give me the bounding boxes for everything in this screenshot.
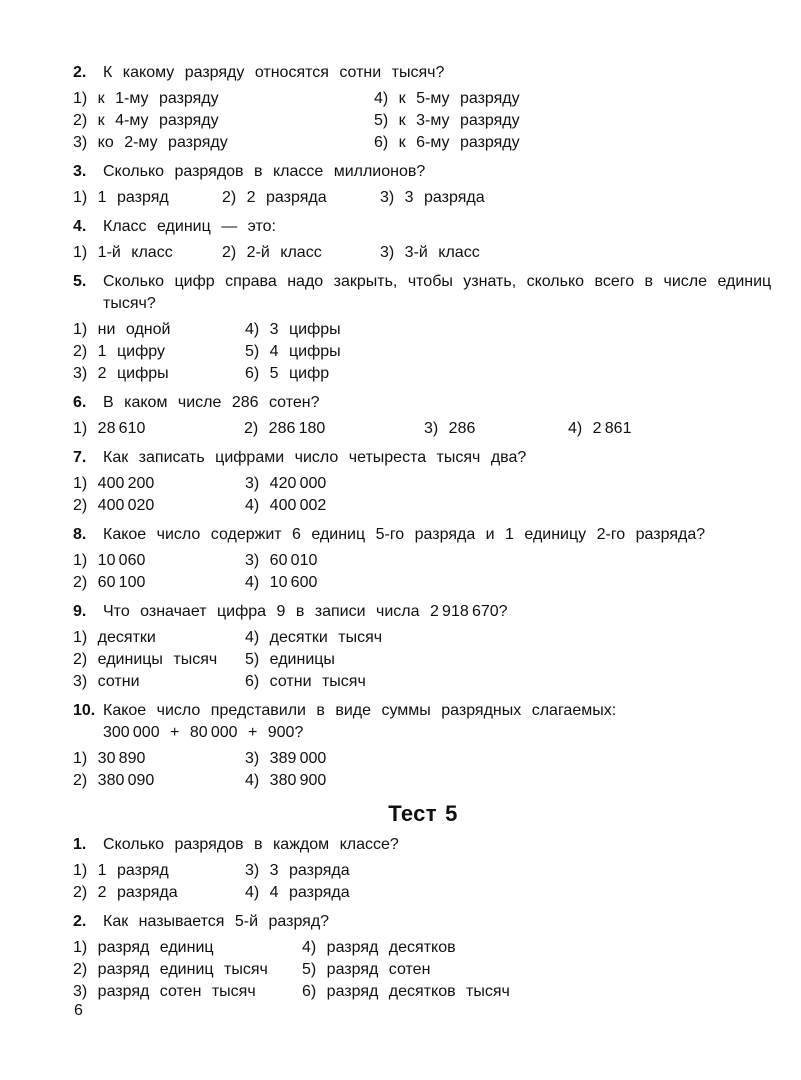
answer-option: 1) 1 разряд <box>73 862 169 879</box>
answer-option: 3) 420 000 <box>245 475 327 492</box>
question-number: 5. <box>73 273 87 290</box>
answer-option: 3) 60 010 <box>245 552 318 569</box>
question-number: 2. <box>73 913 87 930</box>
question-statement: Какое число содержит 6 единиц 5-го разряда и 1 единицу 2-го разряда? <box>103 526 706 543</box>
answer-options-row <box>73 981 773 1003</box>
question-number: 6. <box>73 394 87 411</box>
question-number: 4. <box>73 218 87 235</box>
question-statement: Класс единиц — это: <box>103 218 276 235</box>
answer-options-row <box>73 627 773 649</box>
question-statement: Как записать цифрами число четыреста тысяч два? <box>103 449 527 466</box>
question-text <box>73 834 773 856</box>
answer-option: 4) 10 600 <box>245 574 318 591</box>
answer-option: 2) 400 020 <box>73 497 155 514</box>
question-block <box>73 392 773 440</box>
answer-options-row <box>73 473 773 495</box>
question-text <box>73 700 773 744</box>
question-first-line <box>73 271 773 293</box>
question-statement: Как называется 5-й разряд? <box>103 913 330 930</box>
answer-options-row <box>73 748 773 770</box>
answer-option: 3) 3 разряда <box>380 189 485 206</box>
answer-option: 6) 5 цифр <box>245 365 330 382</box>
question-first-line <box>73 700 773 722</box>
question-block <box>73 62 773 154</box>
question-number: 2. <box>73 64 87 81</box>
answer-options-row <box>73 550 773 572</box>
answer-option: 2) 2 разряда <box>222 189 327 206</box>
answer-option: 1) 10 060 <box>73 552 146 569</box>
answer-option: 2) разряд единиц тысяч <box>73 961 268 978</box>
question-first-line <box>73 911 773 933</box>
answer-option: 5) единицы <box>245 651 335 668</box>
answer-options-row <box>73 671 773 693</box>
answer-option: 3) 3 разряда <box>245 862 350 879</box>
question-number: 1. <box>73 836 87 853</box>
answer-options-row <box>73 88 773 110</box>
answer-option: 2) 1 цифру <box>73 343 165 360</box>
answer-option: 5) 4 цифры <box>245 343 341 360</box>
question-first-line <box>73 62 773 84</box>
question-number: 10. <box>73 702 96 719</box>
answer-option: 2) 286 180 <box>244 420 326 437</box>
answer-option: 6) к 6-му разряду <box>374 134 520 151</box>
question-first-line <box>73 834 773 856</box>
question-number: 3. <box>73 163 87 180</box>
answer-options-row <box>73 495 773 517</box>
answer-options-row <box>73 187 773 209</box>
answer-option: 3) 286 <box>424 420 476 437</box>
question-text <box>73 271 773 315</box>
answer-option: 1) 1-й класс <box>73 244 173 261</box>
question-statement: Какое число представили в виде суммы разрядных слагаемых: <box>103 702 617 719</box>
answer-options-row <box>73 363 773 385</box>
question-first-line <box>73 601 773 623</box>
answer-option: 3) сотни <box>73 673 140 690</box>
question-text <box>73 216 773 238</box>
answer-options-row <box>73 418 773 440</box>
question-number: 9. <box>73 603 87 620</box>
answer-options-row <box>73 959 773 981</box>
answer-options-row <box>73 882 773 904</box>
answer-option: 2) 60 100 <box>73 574 146 591</box>
answer-option: 1) 30 890 <box>73 750 146 767</box>
question-statement: Сколько разрядов в каждом классе? <box>103 836 399 853</box>
question-text <box>73 601 773 623</box>
question-first-line <box>73 216 773 238</box>
answer-option: 5) разряд сотен <box>302 961 431 978</box>
question-text <box>73 62 773 84</box>
question-statement: В каком числе 286 сотен? <box>103 394 320 411</box>
question-block <box>73 524 773 594</box>
answer-option: 2) 2 разряда <box>73 884 178 901</box>
question-text <box>73 524 773 546</box>
question-block <box>73 700 773 792</box>
answer-option: 4) 400 002 <box>245 497 327 514</box>
question-block <box>73 834 773 904</box>
question-text <box>73 392 773 414</box>
page-number: 6 <box>74 1002 83 1019</box>
answer-option: 4) разряд десятков <box>302 939 456 956</box>
answer-option: 1) к 1-му разряду <box>73 90 219 107</box>
answer-option: 4) 4 разряда <box>245 884 350 901</box>
answer-option: 3) разряд сотен тысяч <box>73 983 256 1000</box>
question-statement: Сколько цифр справа надо закрыть, чтобы узнать, сколько всего в числе единиц <box>103 273 772 290</box>
answer-option: 2) 380 090 <box>73 772 155 789</box>
answer-option: 2) к 4-му разряду <box>73 112 219 129</box>
answer-options-row <box>73 770 773 792</box>
answer-option: 4) 380 900 <box>245 772 327 789</box>
question-first-line <box>73 392 773 414</box>
question-first-line <box>73 161 773 183</box>
answer-options-row <box>73 110 773 132</box>
question-first-line <box>73 524 773 546</box>
answer-option: 1) разряд единиц <box>73 939 214 956</box>
question-block <box>73 601 773 693</box>
answer-options-row <box>73 132 773 154</box>
question-block <box>73 216 773 264</box>
answer-options-row <box>73 572 773 594</box>
question-number: 7. <box>73 449 87 466</box>
answer-option: 4) десятки тысяч <box>245 629 383 646</box>
answer-option: 3) 389 000 <box>245 750 327 767</box>
question-text <box>73 161 773 183</box>
answer-option: 3) 2 цифры <box>73 365 169 382</box>
question-block <box>73 161 773 209</box>
answer-option: 2) единицы тысяч <box>73 651 218 668</box>
question-statement: К какому разряду относятся сотни тысяч? <box>103 64 445 81</box>
answer-option: 4) 2 861 <box>568 420 632 437</box>
question-block <box>73 271 773 385</box>
answer-option: 1) ни одной <box>73 321 171 338</box>
question-continuation-line: тысяч? <box>103 295 156 312</box>
answer-option: 3) ко 2-му разряду <box>73 134 228 151</box>
answer-option: 5) к 3-му разряду <box>374 112 520 129</box>
answer-option: 1) 400 200 <box>73 475 155 492</box>
answer-options-row <box>73 649 773 671</box>
question-text <box>73 911 773 933</box>
question-number: 8. <box>73 526 87 543</box>
question-text <box>73 447 773 469</box>
answer-option: 6) сотни тысяч <box>245 673 366 690</box>
question-block <box>73 447 773 517</box>
answer-option: 4) 3 цифры <box>245 321 341 338</box>
answer-option: 1) 1 разряд <box>73 189 169 206</box>
answer-option: 6) разряд десятков тысяч <box>302 983 510 1000</box>
answer-option: 4) к 5-му разряду <box>374 90 520 107</box>
answer-option: 2) 2-й класс <box>222 244 322 261</box>
answer-option: 3) 3-й класс <box>380 244 480 261</box>
question-first-line <box>73 447 773 469</box>
test-title: Тест 5 <box>388 801 458 826</box>
answer-options-row <box>73 937 773 959</box>
question-continuation-line: 300 000 + 80 000 + 900? <box>103 724 304 741</box>
question-statement: Что означает цифра 9 в записи числа 2 918 670? <box>103 603 508 620</box>
answer-options-row <box>73 319 773 341</box>
test-content <box>73 62 773 1010</box>
question-statement: Сколько разрядов в классе миллионов? <box>103 163 426 180</box>
answer-option: 1) десятки <box>73 629 156 646</box>
question-block <box>73 911 773 1003</box>
answer-option: 1) 28 610 <box>73 420 146 437</box>
answer-options-row <box>73 341 773 363</box>
answer-options-row <box>73 242 773 264</box>
answer-options-row <box>73 860 773 882</box>
